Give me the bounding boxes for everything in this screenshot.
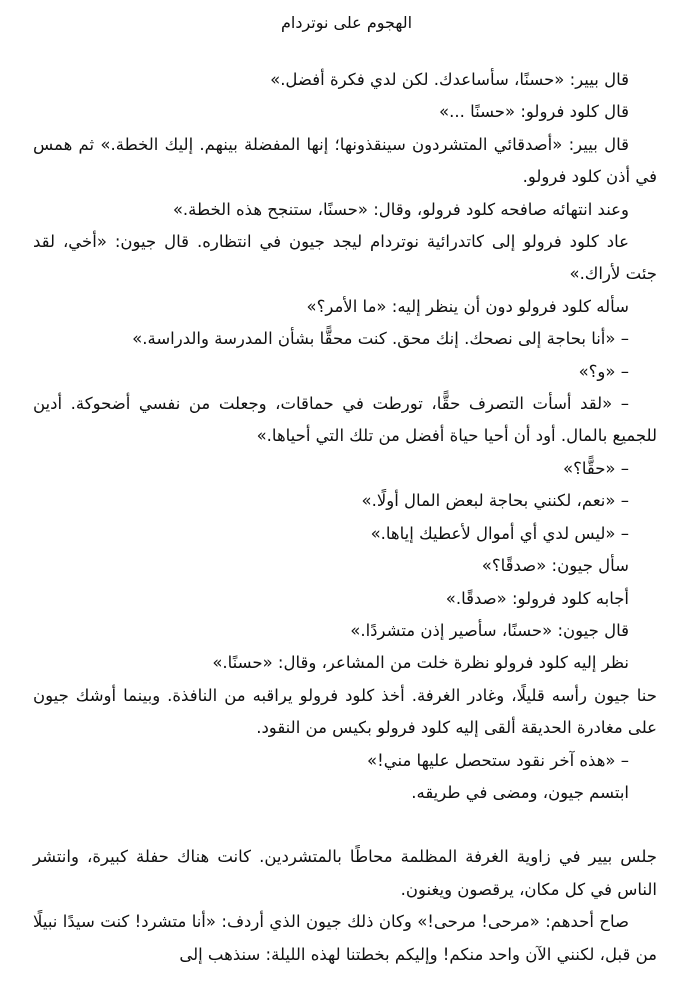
paragraph: قال بيير: «أصدقائي المتشردون سينقذونها؛ إنها المفضلة بينهم. إليك الخطة.» ثم همس في أذن كلود فرولو. xyxy=(33,134,657,187)
paragraph: – «حقًّا؟» xyxy=(562,458,629,478)
paragraph: قال بيير: «حسنًا، سأساعدك. لكن لدي فكرة أفضل.» xyxy=(270,70,629,89)
paragraph: – «ليس لدي أي أموال لأعطيك إياها.» xyxy=(370,523,629,543)
paragraph: نظر إليه كلود فرولو نظرة خلت من المشاعر، وقال: «حسنًا.» xyxy=(212,653,629,673)
section-break xyxy=(33,809,657,841)
section-1 xyxy=(33,64,657,809)
paragraph: حنا جيون رأسه قليلًا، وغادر الغرفة. أخذ كلود فرولو يراقبه من النافذة. وبينما أوشك جيون على مغادرة الحديقة ألقى إليه كلود فرولو بكيس من النقود. xyxy=(33,685,657,738)
paragraph: – «و؟» xyxy=(578,361,629,381)
paragraph: عاد كلود فرولو إلى كاتدرائية نوتردام ليجد جيون في انتظاره. قال جيون: «أخي، لقد جئت لأراك.» xyxy=(33,232,657,284)
section-2 xyxy=(33,841,657,971)
paragraph: وعند انتهائه صافحه كلود فرولو، وقال: «حسنًا، ستنجح هذه الخطة.» xyxy=(172,199,629,219)
paragraph: – «أنا بحاجة إلى نصحك. إنك محق. كنت محقًّا بشأن المدرسة والدراسة.» xyxy=(132,329,629,349)
paragraph: أجابه كلود فرولو: «صدقًا.» xyxy=(445,588,629,608)
paragraph: سأله كلود فرولو دون أن ينظر إليه: «ما الأمر؟» xyxy=(306,296,629,316)
paragraph: قال كلود فرولو: «حسنًا ...» xyxy=(439,102,629,122)
paragraph: – «هذه آخر نقود ستحصل عليها مني!» xyxy=(367,750,629,770)
chapter-body xyxy=(33,64,657,971)
paragraph: – «نعم، لكنني بحاجة لبعض المال أولًا.» xyxy=(361,491,629,511)
paragraph: – «لقد أسأت التصرف حقًّا، تورطت في حماقات، وجعلت من نفسي أضحوكة. أدين للجميع بالمال. أود أن أحيا حياة أفضل من تلك التي أحياها.» xyxy=(33,394,657,446)
paragraph: جلس بيير في زاوية الغرفة المظلمة محاطًا بالمتشردين. كانت هناك حفلة كبيرة، وانتشر الناس في كل مكان، يرقصون ويغنون. xyxy=(33,847,657,899)
paragraph: سأل جيون: «صدقًا؟» xyxy=(481,556,629,576)
page-running-title: الهجوم على نوتردام xyxy=(280,13,413,32)
paragraph: ابتسم جيون، ومضى في طريقه. xyxy=(411,782,629,802)
paragraph: صاح أحدهم: «مرحى! مرحى!» وكان ذلك جيون الذي أردف: «أنا متشرد! كنت سيدًا نبيلًا من قبل، لكنني الآن واحد منكم! وإليكم بخطتنا لهذه الليلة: سنذهب إلى xyxy=(33,912,657,964)
paragraph: قال جيون: «حسنًا، سأصير إذن متشردًا.» xyxy=(350,620,629,640)
